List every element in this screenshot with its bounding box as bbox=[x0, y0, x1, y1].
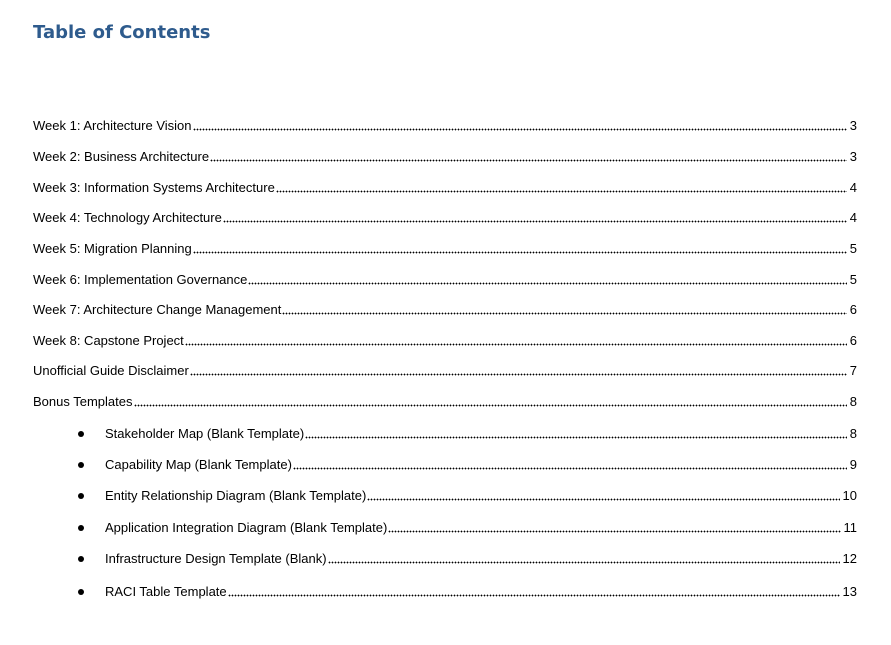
toc-sub-entry[interactable] bbox=[105, 583, 857, 601]
toc-sub-entry[interactable] bbox=[105, 487, 857, 505]
bullet-icon bbox=[78, 589, 84, 595]
dot-leader bbox=[276, 189, 847, 193]
dot-leader bbox=[328, 560, 840, 564]
toc-sub-entry[interactable] bbox=[105, 550, 857, 568]
toc-entry[interactable] bbox=[33, 240, 857, 258]
toc-sub-entry[interactable] bbox=[105, 456, 857, 474]
toc-entry-label: Week 3: Information Systems Architecture bbox=[33, 180, 275, 195]
dot-leader bbox=[248, 281, 846, 285]
toc-entry-label: Week 8: Capstone Project bbox=[33, 333, 184, 348]
bullet-icon bbox=[78, 462, 84, 468]
dot-leader bbox=[282, 311, 846, 315]
toc-entry-page: 7 bbox=[849, 363, 857, 378]
toc-sub-entry-page: 13 bbox=[842, 584, 857, 599]
bullet-icon bbox=[78, 431, 84, 437]
toc-heading: Table of Contents bbox=[33, 22, 211, 43]
dot-leader bbox=[388, 529, 840, 533]
toc-entry[interactable] bbox=[33, 271, 857, 289]
toc-entry[interactable] bbox=[33, 301, 857, 319]
toc-sub-entry-label: Infrastructure Design Template (Blank) bbox=[105, 551, 327, 566]
toc-entry-page: 3 bbox=[849, 118, 857, 133]
toc-sub-entry-page: 12 bbox=[842, 551, 857, 566]
dot-leader bbox=[228, 593, 840, 597]
toc-entry-label: Week 1: Architecture Vision bbox=[33, 118, 192, 133]
toc-entry[interactable] bbox=[33, 332, 857, 350]
toc-entry[interactable] bbox=[33, 179, 857, 197]
toc-entry[interactable] bbox=[33, 362, 857, 380]
dot-leader bbox=[185, 342, 847, 346]
dot-leader bbox=[305, 435, 847, 439]
toc-sub-entry[interactable] bbox=[105, 519, 857, 537]
toc-entry-page: 3 bbox=[849, 149, 857, 164]
dot-leader bbox=[223, 219, 847, 223]
toc-entry-label: Bonus Templates bbox=[33, 394, 133, 409]
toc-entry[interactable] bbox=[33, 117, 857, 135]
dot-leader bbox=[210, 158, 847, 162]
dot-leader bbox=[193, 127, 847, 131]
toc-sub-entry-page: 11 bbox=[843, 520, 857, 535]
dot-leader bbox=[193, 250, 847, 254]
dot-leader bbox=[293, 466, 847, 470]
toc-entry-page: 6 bbox=[849, 333, 857, 348]
toc-entry-label: Unofficial Guide Disclaimer bbox=[33, 363, 189, 378]
toc-entry-page: 5 bbox=[849, 272, 857, 287]
dot-leader bbox=[134, 403, 847, 407]
toc-entry-page: 4 bbox=[849, 180, 857, 195]
toc-entry-label: Week 2: Business Architecture bbox=[33, 149, 210, 164]
toc-entry[interactable] bbox=[33, 393, 857, 411]
dot-leader bbox=[190, 372, 847, 376]
toc-sub-entry-label: Application Integration Diagram (Blank Template) bbox=[105, 520, 388, 535]
toc-entry[interactable] bbox=[33, 209, 857, 227]
toc-entry[interactable] bbox=[33, 148, 857, 166]
toc-entry-label: Week 6: Implementation Governance bbox=[33, 272, 248, 287]
toc-entry-page: 6 bbox=[849, 302, 857, 317]
toc-sub-entry-page: 9 bbox=[849, 457, 857, 472]
toc-sub-entry-label: RACI Table Template bbox=[105, 584, 227, 599]
toc-entry-page: 8 bbox=[849, 394, 857, 409]
toc-entry-label: Week 7: Architecture Change Management bbox=[33, 302, 282, 317]
toc-sub-entry-page: 8 bbox=[849, 426, 857, 441]
bullet-icon bbox=[78, 556, 84, 562]
toc-entry-label: Week 4: Technology Architecture bbox=[33, 210, 222, 225]
toc-sub-entry-label: Entity Relationship Diagram (Blank Template) bbox=[105, 488, 367, 503]
toc-entry-page: 5 bbox=[849, 241, 857, 256]
dot-leader bbox=[367, 497, 839, 501]
toc-sub-entry[interactable] bbox=[105, 425, 857, 443]
toc-sub-entry-label: Capability Map (Blank Template) bbox=[105, 457, 292, 472]
toc-entry-label: Week 5: Migration Planning bbox=[33, 241, 192, 256]
toc-entry-page: 4 bbox=[849, 210, 857, 225]
bullet-icon bbox=[78, 525, 84, 531]
toc-sub-entry-label: Stakeholder Map (Blank Template) bbox=[105, 426, 305, 441]
bullet-icon bbox=[78, 493, 84, 499]
toc-sub-entry-page: 10 bbox=[842, 488, 857, 503]
